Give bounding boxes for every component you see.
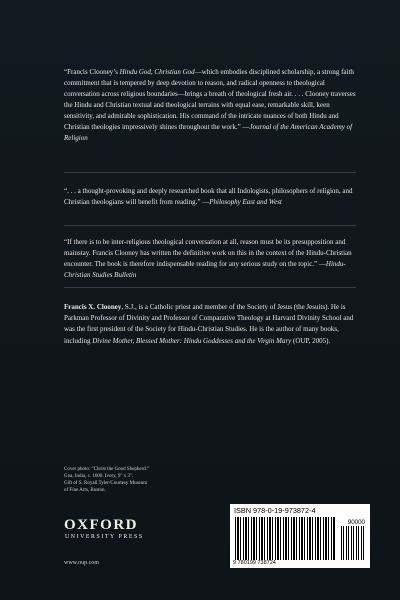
publisher-subtitle: UNIVERSITY PRESS [65, 534, 144, 540]
publisher-logo [64, 517, 184, 541]
review-1-text: “Francis Clooney’s [64, 68, 120, 76]
author-bio-text: , S.J., is a Catholic priest and member of the Society of Jesus (the Jesuits). He is Parkman Professor of Divinity and Professor of Comparative Theology at Harvard Divinity School and was the first president of the Society for Hindu-Christian Studies. He is the author of many books, including [64, 303, 354, 345]
author-bio [64, 302, 356, 347]
credit-line: Gift of S. Royall Tyler/Courtesy Museum [64, 481, 148, 486]
publisher-url: www.oup.com [64, 560, 99, 566]
barcode-addon-bars [341, 526, 364, 560]
isbn-label: ISBN 978-0-19-973872-4 [234, 506, 316, 515]
barcode-bars [235, 517, 336, 560]
author-name: Francis X. Clooney [64, 303, 122, 311]
review-quote-2 [64, 186, 356, 208]
review-2-source: Philosophy East and West [209, 198, 282, 206]
price-code: 90000 [347, 519, 365, 526]
publisher-name: OXFORD [64, 517, 138, 533]
review-quote-1 [64, 67, 356, 144]
review-1-text-continued: —which embodies disciplined scholarship, a strong faith commitment that is tempered by deep devotion to reason, and radical openness to theological conversation across religious boundaries—brings a breath of theological fresh air. . . . Clooney traverses the Hindu and Christian textual and theological terrains with equal ease, remarkable skill, keen sensitivity, and admirable sophistication. His command of the intricate nuances of both Hindu and Christian theologies impressively shines throughout the work.” — [64, 68, 356, 131]
author-book-title: Divine Mother, Blessed Mother: Hindu Goddesses and the Virgin Mary [92, 336, 292, 345]
divider [64, 225, 356, 226]
review-1-book-title: Hindu God, Christian God [119, 68, 195, 76]
barcode-digits: 9 780199 738724 [233, 560, 337, 566]
review-quote-3 [64, 237, 356, 281]
review-2-text: “. . . a thought-provoking and deeply researched book that all Indologists, philosophers of religion, and Christian theologians will benefit from reading.” — [64, 187, 353, 206]
review-3-source: Hindu-Christian Studies Bulletin [64, 260, 346, 279]
isbn-barcode [230, 504, 370, 568]
review-3-text: “If there is to be inter-religious theological conversation at all, reason must be its presupposition and mainstay. Francis Clooney has written the definitive work on this in the context of the Hindu-Christian encounter. The book is therefore indispensable reading for any serious study on the topic.” — [64, 238, 352, 268]
credit-line: of Fine Arts, Boston. [64, 488, 106, 493]
divider [64, 287, 356, 288]
credit-line: Goa, India, c. 1600. Ivory, 9" x 3". [64, 474, 134, 479]
credit-line: Cover photo: “Christ the Good Shepherd.” [64, 467, 150, 472]
author-bio-text-end: (OUP, 2005). [291, 336, 331, 345]
review-1-source: Journal of the American Academy of Religion [64, 123, 353, 142]
cover-photo-credit [64, 466, 214, 494]
divider [64, 172, 356, 173]
